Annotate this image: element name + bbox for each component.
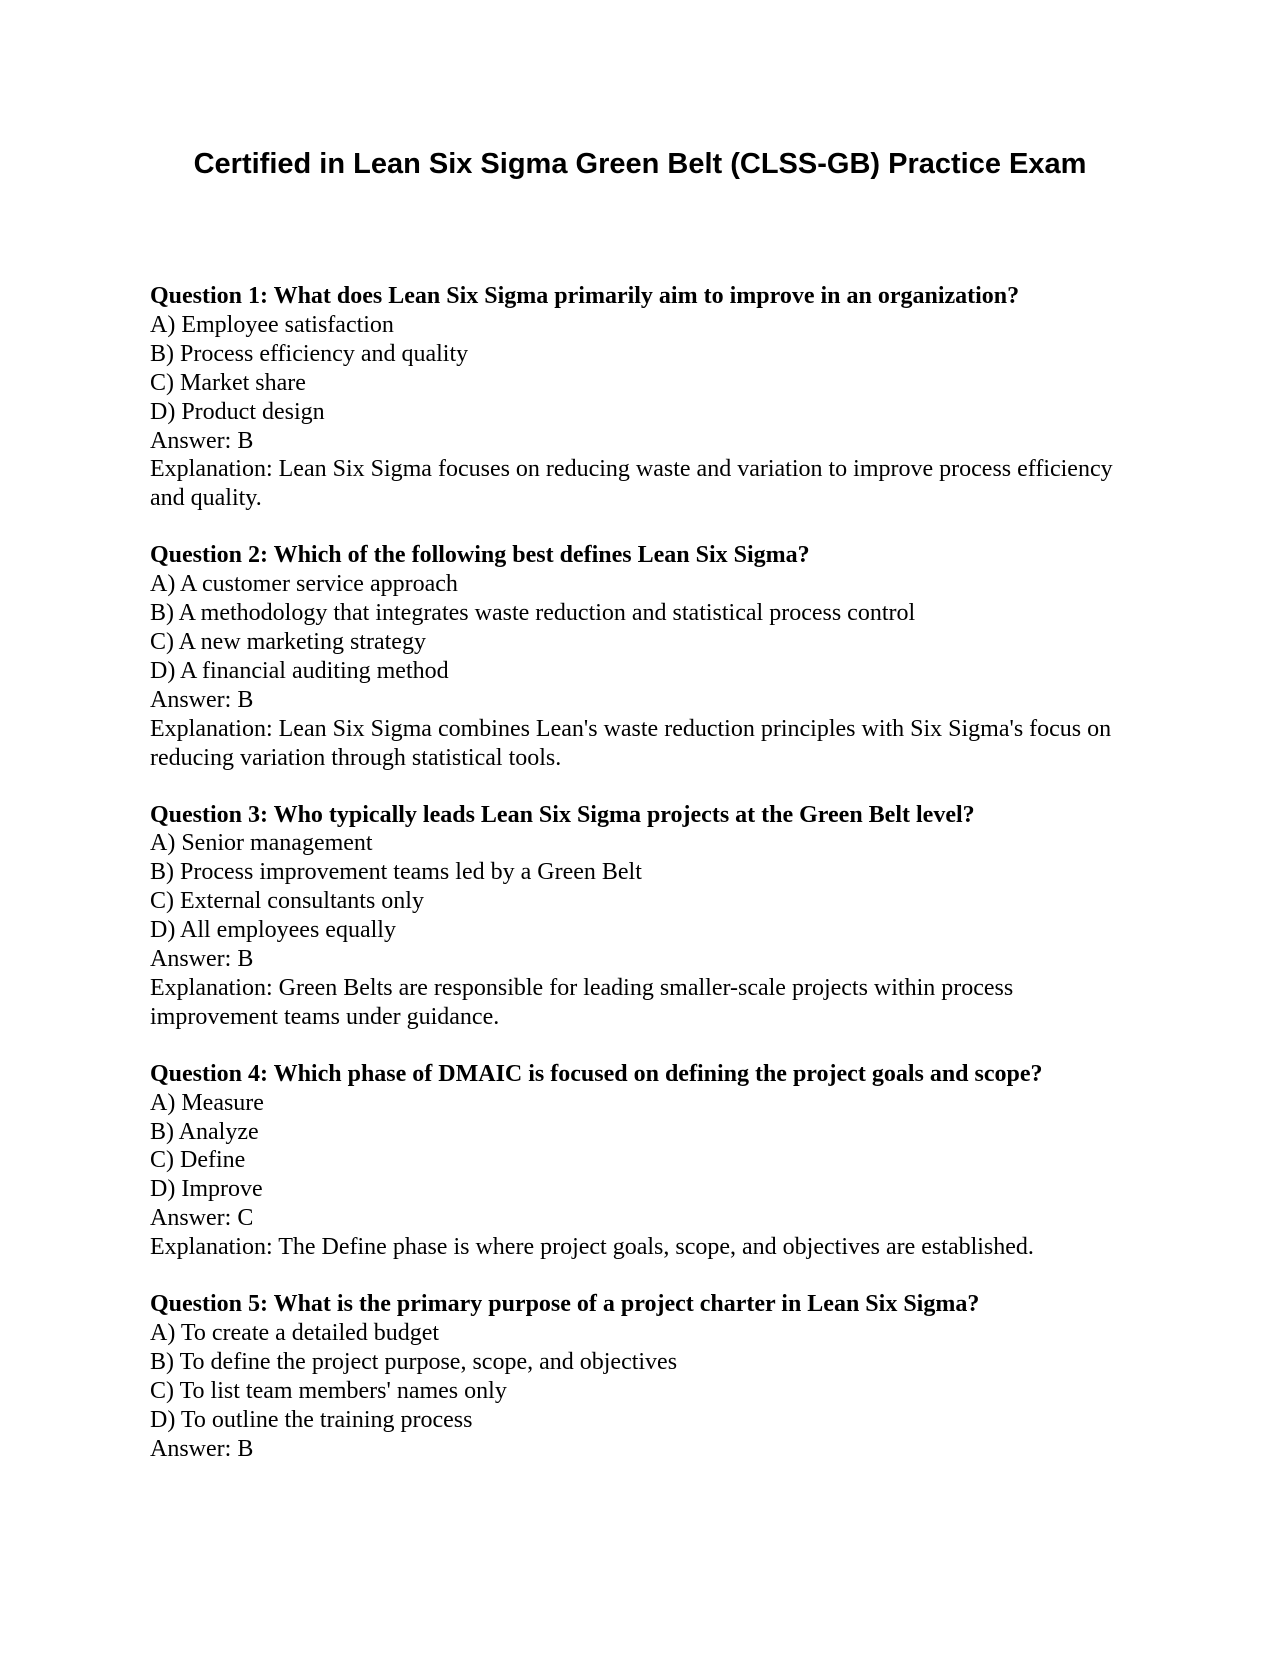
answer-option: A) Measure (150, 1089, 264, 1116)
correct-answer: Answer: B (150, 427, 254, 454)
answer-option: D) Improve (150, 1176, 263, 1203)
answer-option: C) Define (150, 1147, 246, 1174)
question-text: Question 5: What is the primary purpose of a project charter in Lean Six Sigma? (150, 1291, 980, 1318)
explanation: Explanation: Green Belts are responsible for leading smaller-scale projects within process improvement teams under guidance. (150, 974, 1014, 1030)
answer-option: A) To create a detailed budget (150, 1320, 440, 1346)
answer-option: C) A new marketing strategy (150, 628, 426, 655)
question-text: Question 1: What does Lean Six Sigma primarily aim to improve in an organization? (150, 283, 1020, 309)
correct-answer: Answer: B (150, 1435, 254, 1462)
answer-option: D) To outline the training process (150, 1406, 473, 1433)
question-text: Question 3: Who typically leads Lean Six Sigma projects at the Green Belt level? (150, 801, 975, 828)
answer-option: B) Analyze (150, 1118, 259, 1145)
question-item (150, 541, 1130, 772)
explanation: Explanation: Lean Six Sigma combines Lean's waste reduction principles with Six Sigma's focus on reducing variation through statistical tools. (150, 715, 1112, 771)
correct-answer: Answer: B (150, 686, 254, 713)
answer-option: D) A financial auditing method (150, 657, 449, 684)
question-item (150, 801, 1130, 1032)
answer-option: A) Senior management (150, 830, 373, 857)
answer-option: A) Employee satisfaction (150, 311, 394, 338)
answer-option: B) Process efficiency and quality (150, 340, 469, 367)
answer-option: B) Process improvement teams led by a Green Belt (150, 859, 642, 886)
answer-option: C) Market share (150, 369, 306, 396)
question-item (150, 1060, 1130, 1262)
question-item (150, 282, 1130, 513)
explanation: Explanation: The Define phase is where project goals, scope, and objectives are established. (150, 1234, 1034, 1261)
question-item (150, 1290, 1130, 1463)
questions-list (150, 282, 1130, 1492)
correct-answer: Answer: B (150, 946, 254, 973)
correct-answer: Answer: C (150, 1205, 254, 1232)
question-text: Question 2: Which of the following best defines Lean Six Sigma? (150, 542, 810, 569)
question-text: Question 4: Which phase of DMAIC is focused on defining the project goals and scope? (150, 1060, 1043, 1087)
document-title: Certified in Lean Six Sigma Green Belt (CLSS-GB) Practice Exam (193, 148, 1087, 180)
answer-option: C) External consultants only (150, 888, 424, 915)
answer-option: A) A customer service approach (150, 571, 458, 598)
explanation: Explanation: Lean Six Sigma focuses on reducing waste and variation to improve process efficiency and quality. (150, 456, 1113, 512)
answer-option: B) To define the project purpose, scope, and objectives (150, 1348, 678, 1375)
answer-option: D) Product design (150, 398, 325, 425)
answer-option: C) To list team members' names only (150, 1377, 507, 1404)
answer-option: D) All employees equally (150, 917, 396, 944)
answer-option: B) A methodology that integrates waste reduction and statistical process control (150, 600, 916, 627)
